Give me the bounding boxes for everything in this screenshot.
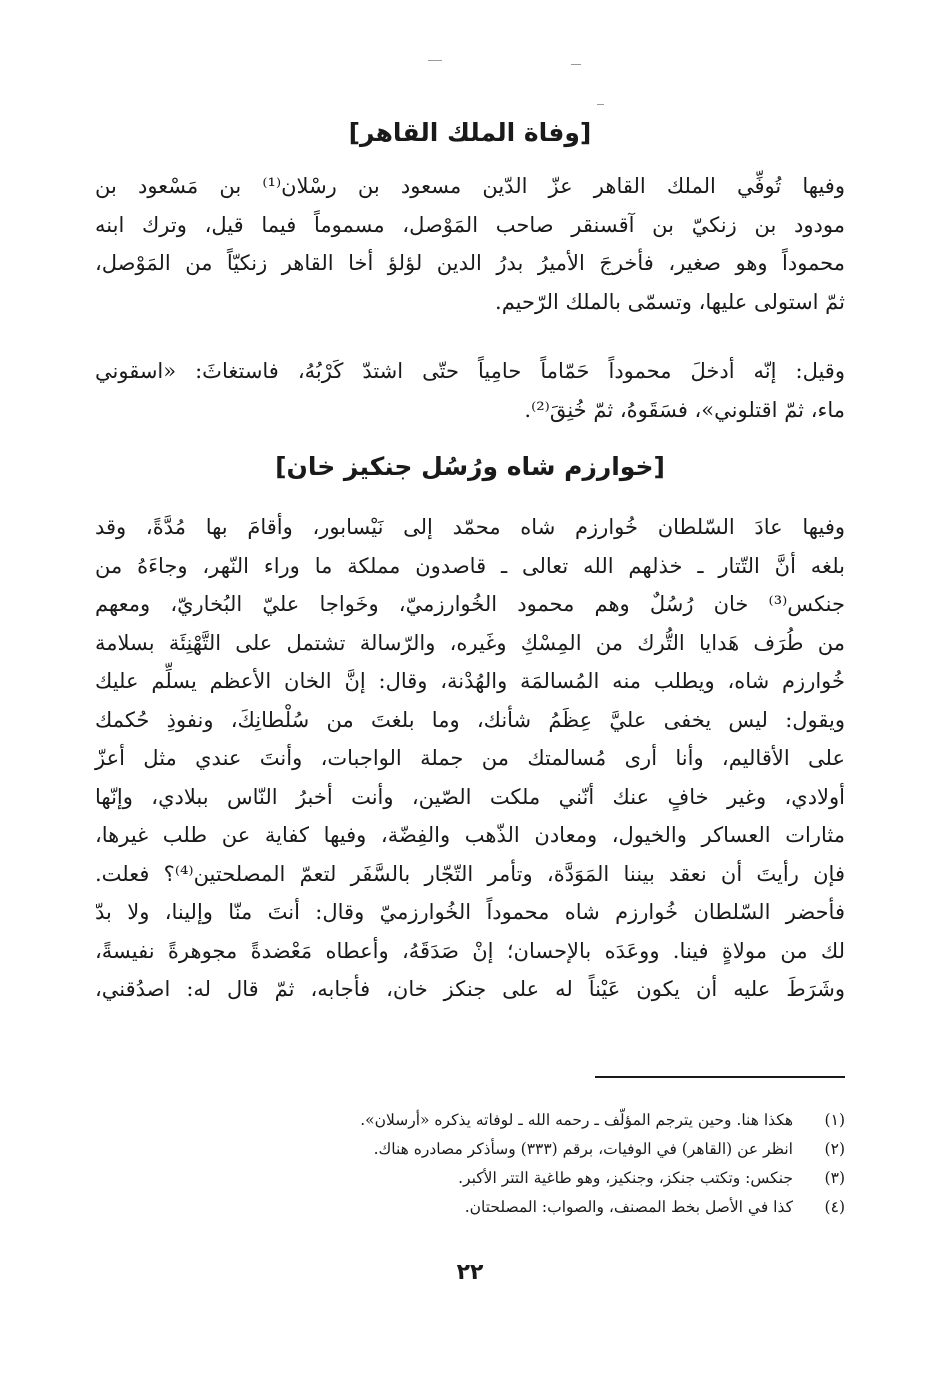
section-heading-death-of-king: [وفاة الملك القاهر] [348, 118, 592, 147]
paragraph-death-of-king [95, 167, 845, 321]
footnote-number: (٣) [824, 1169, 845, 1187]
footnote-number: (٢) [824, 1140, 845, 1158]
scan-artifact-line [597, 104, 604, 105]
text-line: مثارات العساكر والخيول، ومعادن الذّهب والفِضّة، وفيها كفاية عن طلب غيرها، [95, 823, 845, 847]
footnote-number: (١) [824, 1111, 845, 1129]
footnote-item [95, 1135, 845, 1164]
paragraph-khwarazm-shah [95, 508, 845, 1009]
footnote-text: كذا في الأصل بخط المصنف، والصواب: المصلحتان. [464, 1198, 793, 1216]
text-line: من طُرَف هَدايا التُّرك من المِسْكِ وغَيره، والرّسالة تشتمل على التَّهْنِئَة بسلامة [95, 630, 845, 655]
text-line: وشَرَطَ عليه أن يكون عَيْناً له على جنكز خان، فأجابه، ثمّ قال له: اصدُقني، [95, 977, 845, 1001]
text-line: على الأقاليم، وأنا أرى مُسالمتك من جملة الواجبات، وأنتَ عندي مثل أعزّ [95, 746, 845, 770]
footnote-separator [595, 1076, 845, 1078]
footnote-text: هكذا هنا. وحين يترجم المؤلّف ـ رحمه الله ـ لوفاته يذكره «أرسلان». [360, 1111, 793, 1129]
text-line: لك من مولاةٍ فينا. ووعَدَه بالإحسان؛ إنْ صَدَقَهُ، وأعطاه مَعْضدةً مجوهرةً نفيسةً، [95, 938, 845, 963]
text-line: جنكس⁽³⁾ خان رُسُلٌ وهم محمود الخُوارزميّ، وخَواجا عليّ البُخاريّ، ومعهم [95, 592, 845, 616]
text-line: وفيها تُوفِّي الملك القاهر عزّ الدّين مسعود بن رسْلان⁽¹⁾ بن مَسْعود بن [95, 174, 845, 198]
footnote-item [95, 1106, 845, 1135]
page-number: ٢٢ [456, 1260, 484, 1285]
text-line: وفيها عادَ السّلطان خُوارزم شاه محمّد إلى نَيْسابور، وأقامَ بها مُدَّةً، وقد [95, 515, 845, 539]
footnote-item [95, 1164, 845, 1193]
text-line: وقيل: إنّه أدخلَ محموداً حَمّاماً حامِياً حتّى اشتدّ كَرْبُهُ، فاستغاثَ: «اسقوني [95, 359, 845, 383]
footnote-number: (٤) [824, 1198, 845, 1216]
footnote-item [95, 1193, 845, 1222]
text-line: ماء، ثمّ اقتلوني»، فسَقَوهُ، ثمّ خُنِقَ⁽²⁾. [524, 397, 845, 422]
text-line: بلغه أنَّ التّتار ـ خذلهم الله تعالى ـ قاصدون مملكة ما وراء النّهر، وجاءَهُ من [95, 553, 845, 578]
footnote-text: انظر عن (القاهر) في الوفيات، برقم (٣٣٣) وسأذكر مصادره هناك. [373, 1140, 793, 1158]
footnotes [95, 1106, 845, 1222]
text-line: محموداً وهو صغير، فأخرجَ الأميرُ بدرُ الدين لؤلؤ أخا القاهر زنكيّاً من المَوْصل، [95, 251, 845, 275]
paragraph-strangling-account [95, 352, 845, 429]
text-line: مودود بن زنكيّ بن آقسنقر صاحب المَوْصل، مسموماً فيما قيل، وترك ابنه [95, 212, 845, 237]
text-line: فأحضر السّلطان خُوارزم شاه محموداً الخُوارزميّ وقال: أنتَ منّا وإلينا، ولا بدّ [95, 900, 845, 924]
text-line: فإن رأيتَ أن نعقد بيننا المَوَدَّة، وتأمر التّجّار بالسَّفَر لتعمّ المصلحتين⁽⁴⁾؟ فعلت. [95, 861, 845, 886]
footnote-text: جنكس: وتكتب جنكز، وجنكيز، وهو طاغية التتر الأكبر. [458, 1169, 793, 1187]
scan-artifact-line [428, 60, 442, 61]
text-line: ويقول: ليس يخفى عليَّ عِظَمُ شأنك، وما بلغتَ من سُلْطانِكَ، ونفوذِ حُكمك [95, 707, 845, 732]
section-heading-khwarazm-shah: [خوارزم شاه ورُسُل جنكيز خان] [275, 452, 665, 481]
text-line: ثمّ استولى عليها، وتسمّى بالملك الرّحيم. [495, 289, 845, 314]
text-line: خُوارزم شاه، ويطلب منه المُسالمَة والهُدْنة، وقال: إنَّ الخان الأعظم يسلِّم عليك [95, 669, 845, 693]
scan-artifact-line [571, 64, 581, 65]
text-line: أولادي، وغير خافٍ عنك أنّني ملكت الصّين، وأنت أخبرُ النّاس ببلادي، وإنّها [95, 784, 845, 809]
